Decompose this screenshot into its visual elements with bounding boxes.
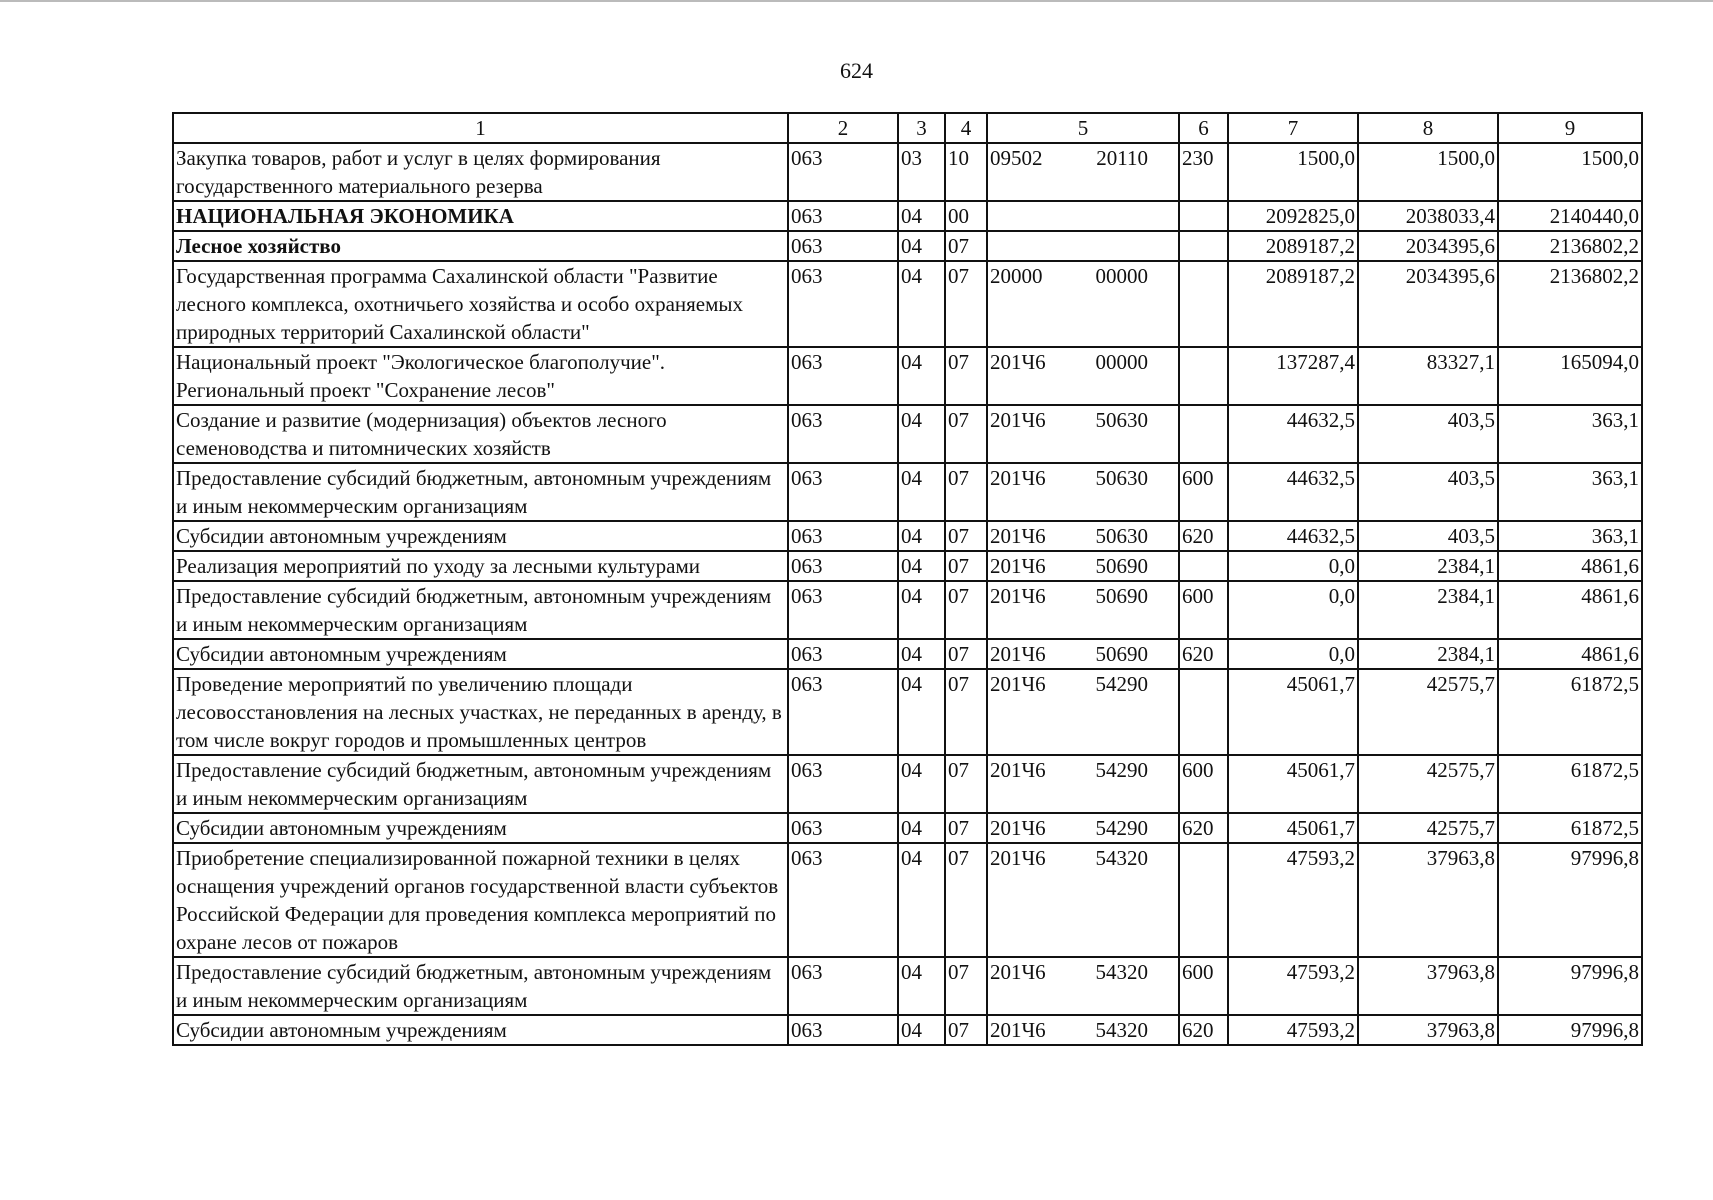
amount-col-7: 2089187,2 [1228,261,1358,347]
amount-col-7: 45061,7 [1228,813,1358,843]
code-expense-type: 620 [1179,521,1228,551]
row-description: Субсидии автономным учреждениям [173,639,788,669]
amount-col-8: 37963,8 [1358,843,1498,957]
row-description: Национальный проект "Экологическое благополучие". Региональный проект "Сохранение лесов" [173,347,788,405]
target-article-direction: 50690 [1095,584,1148,608]
amount-col-9: 165094,0 [1498,347,1642,405]
table-row [173,347,1642,405]
code-expense-type [1179,231,1228,261]
target-article-direction: 20110 [1096,146,1148,170]
code-subsection: 07 [945,1015,987,1045]
amount-col-8: 2034395,6 [1358,231,1498,261]
code-subsection: 07 [945,347,987,405]
code-expense-type [1179,201,1228,231]
target-article-direction: 00000 [1095,350,1148,374]
amount-col-7: 2089187,2 [1228,231,1358,261]
row-description: Субсидии автономным учреждениям [173,813,788,843]
target-article-direction: 54290 [1095,758,1148,782]
code-expense-type: 620 [1179,1015,1228,1045]
amount-col-9: 97996,8 [1498,1015,1642,1045]
code-subsection: 07 [945,405,987,463]
code-target-article [987,231,1179,261]
amount-col-9: 1500,0 [1498,143,1642,201]
amount-col-9: 4861,6 [1498,551,1642,581]
target-article-parts [990,406,1176,434]
code-subsection: 07 [945,261,987,347]
target-article-parts [990,844,1176,872]
target-article-direction: 54290 [1095,816,1148,840]
code-section: 04 [898,843,945,957]
amount-col-8: 37963,8 [1358,1015,1498,1045]
code-section: 04 [898,551,945,581]
target-article-program: 201Ч6 [990,846,1046,870]
code-ministry: 063 [788,1015,898,1045]
code-section: 04 [898,669,945,755]
target-article-program: 201Ч6 [990,672,1046,696]
table-row [173,639,1642,669]
amount-col-8: 2034395,6 [1358,261,1498,347]
target-article-parts [990,582,1176,610]
amount-col-7: 0,0 [1228,639,1358,669]
code-subsection: 10 [945,143,987,201]
target-article-direction: 54320 [1095,960,1148,984]
target-article-direction: 50690 [1095,642,1148,666]
code-ministry: 063 [788,957,898,1015]
code-ministry: 063 [788,261,898,347]
table-row [173,405,1642,463]
code-target-article [987,669,1179,755]
budget-table [172,112,1643,1046]
header-col-7: 7 [1228,113,1358,143]
table-header-row [173,113,1642,143]
table-row [173,957,1642,1015]
table-row [173,551,1642,581]
amount-col-7: 137287,4 [1228,347,1358,405]
target-article-parts [990,670,1176,698]
amount-col-9: 61872,5 [1498,755,1642,813]
amount-col-8: 2038033,4 [1358,201,1498,231]
target-article-program: 201Ч6 [990,466,1046,490]
code-ministry: 063 [788,231,898,261]
row-description: Государственная программа Сахалинской области "Развитие лесного комплекса, охотничьего хозяйства и особо охраняемых природных территорий Сахалинской области" [173,261,788,347]
row-description: Закупка товаров, работ и услуг в целях формирования государственного материального резерва [173,143,788,201]
code-expense-type [1179,405,1228,463]
code-section: 03 [898,143,945,201]
amount-col-8: 1500,0 [1358,143,1498,201]
code-target-article [987,261,1179,347]
target-article-parts [990,552,1176,580]
amount-col-9: 2140440,0 [1498,201,1642,231]
code-ministry: 063 [788,639,898,669]
code-target-article [987,405,1179,463]
table-row [173,813,1642,843]
code-target-article [987,755,1179,813]
amount-col-8: 83327,1 [1358,347,1498,405]
code-ministry: 063 [788,405,898,463]
code-section: 04 [898,231,945,261]
code-section: 04 [898,1015,945,1045]
row-description: Предоставление субсидий бюджетным, автономным учреждениям и иным некоммерческим организациям [173,957,788,1015]
target-article-direction: 50690 [1095,554,1148,578]
table-row [173,463,1642,521]
code-target-article [987,1015,1179,1045]
code-subsection: 07 [945,231,987,261]
amount-col-8: 42575,7 [1358,669,1498,755]
amount-col-8: 2384,1 [1358,551,1498,581]
code-expense-type: 230 [1179,143,1228,201]
target-article-parts [990,464,1176,492]
code-subsection: 07 [945,669,987,755]
target-article-program: 201Ч6 [990,642,1046,666]
target-article-direction: 54320 [1095,1018,1148,1042]
row-description: Приобретение специализированной пожарной техники в целях оснащения учреждений органов государственной власти субъектов Российской Федерации для проведения комплекса мероприятий по охране лесов от пожаров [173,843,788,957]
amount-col-9: 97996,8 [1498,957,1642,1015]
code-target-article [987,347,1179,405]
target-article-direction: 00000 [1095,264,1148,288]
code-section: 04 [898,639,945,669]
target-article-parts [990,262,1176,290]
code-ministry: 063 [788,463,898,521]
code-subsection: 07 [945,755,987,813]
code-subsection: 00 [945,201,987,231]
code-section: 04 [898,261,945,347]
target-article-program: 201Ч6 [990,758,1046,782]
code-ministry: 063 [788,581,898,639]
header-col-2: 2 [788,113,898,143]
code-section: 04 [898,405,945,463]
amount-col-8: 403,5 [1358,463,1498,521]
code-expense-type [1179,669,1228,755]
code-target-article [987,521,1179,551]
code-ministry: 063 [788,201,898,231]
code-target-article [987,581,1179,639]
row-description: Лесное хозяйство [173,231,788,261]
code-target-article [987,551,1179,581]
code-subsection: 07 [945,639,987,669]
code-expense-type [1179,347,1228,405]
target-article-program: 201Ч6 [990,350,1046,374]
code-section: 04 [898,755,945,813]
row-description: Предоставление субсидий бюджетным, автономным учреждениям и иным некоммерческим организациям [173,581,788,639]
code-ministry: 063 [788,843,898,957]
code-section: 04 [898,521,945,551]
code-subsection: 07 [945,521,987,551]
amount-col-7: 45061,7 [1228,669,1358,755]
header-col-9: 9 [1498,113,1642,143]
row-description: НАЦИОНАЛЬНАЯ ЭКОНОМИКА [173,201,788,231]
amount-col-9: 2136802,2 [1498,261,1642,347]
code-section: 04 [898,581,945,639]
amount-col-7: 2092825,0 [1228,201,1358,231]
table-row [173,521,1642,551]
amount-col-7: 44632,5 [1228,463,1358,521]
target-article-parts [990,958,1176,986]
code-subsection: 07 [945,813,987,843]
code-section: 04 [898,957,945,1015]
target-article-program: 201Ч6 [990,584,1046,608]
target-article-program: 201Ч6 [990,554,1046,578]
scan-edge-line [0,0,1713,2]
code-expense-type: 600 [1179,755,1228,813]
target-article-parts [990,348,1176,376]
target-article-parts [990,814,1176,842]
amount-col-9: 4861,6 [1498,639,1642,669]
code-expense-type [1179,261,1228,347]
page-number: 624 [840,58,873,83]
header-col-3: 3 [898,113,945,143]
code-target-article [987,463,1179,521]
code-subsection: 07 [945,843,987,957]
row-description: Субсидии автономным учреждениям [173,1015,788,1045]
table-row [173,201,1642,231]
target-article-direction: 54290 [1095,672,1148,696]
table-row [173,581,1642,639]
code-expense-type: 620 [1179,813,1228,843]
table-row [173,1015,1642,1045]
code-target-article [987,639,1179,669]
target-article-program: 20000 [990,264,1043,288]
amount-col-8: 2384,1 [1358,581,1498,639]
target-article-program: 201Ч6 [990,524,1046,548]
amount-col-8: 37963,8 [1358,957,1498,1015]
table-row [173,143,1642,201]
target-article-program: 201Ч6 [990,960,1046,984]
amount-col-9: 363,1 [1498,405,1642,463]
table-row [173,261,1642,347]
code-ministry: 063 [788,347,898,405]
amount-col-9: 97996,8 [1498,843,1642,957]
code-section: 04 [898,347,945,405]
amount-col-9: 363,1 [1498,521,1642,551]
code-subsection: 07 [945,957,987,1015]
target-article-program: 201Ч6 [990,816,1046,840]
code-expense-type [1179,843,1228,957]
amount-col-7: 47593,2 [1228,843,1358,957]
code-expense-type [1179,551,1228,581]
target-article-direction: 54320 [1095,846,1148,870]
code-target-article [987,201,1179,231]
target-article-parts [990,640,1176,668]
amount-col-7: 0,0 [1228,551,1358,581]
amount-col-8: 403,5 [1358,405,1498,463]
row-description: Субсидии автономным учреждениям [173,521,788,551]
code-subsection: 07 [945,463,987,521]
code-ministry: 063 [788,669,898,755]
amount-col-9: 61872,5 [1498,669,1642,755]
code-target-article [987,957,1179,1015]
header-col-6: 6 [1179,113,1228,143]
target-article-parts [990,1016,1176,1044]
amount-col-7: 0,0 [1228,581,1358,639]
code-ministry: 063 [788,551,898,581]
amount-col-7: 47593,2 [1228,957,1358,1015]
code-subsection: 07 [945,581,987,639]
amount-col-9: 61872,5 [1498,813,1642,843]
amount-col-8: 42575,7 [1358,813,1498,843]
code-expense-type: 600 [1179,463,1228,521]
code-subsection: 07 [945,551,987,581]
amount-col-9: 2136802,2 [1498,231,1642,261]
code-ministry: 063 [788,521,898,551]
target-article-parts [990,144,1176,172]
target-article-program: 201Ч6 [990,408,1046,432]
table-row [173,669,1642,755]
header-col-4: 4 [945,113,987,143]
code-target-article [987,143,1179,201]
amount-col-7: 1500,0 [1228,143,1358,201]
code-expense-type: 600 [1179,581,1228,639]
target-article-direction: 50630 [1095,524,1148,548]
target-article-program: 09502 [990,146,1043,170]
amount-col-9: 363,1 [1498,463,1642,521]
row-description: Создание и развитие (модернизация) объектов лесного семеноводства и питомнических хозяйств [173,405,788,463]
target-article-direction: 50630 [1095,466,1148,490]
table-row [173,755,1642,813]
code-expense-type: 600 [1179,957,1228,1015]
table-body [173,143,1642,1045]
code-section: 04 [898,463,945,521]
code-ministry: 063 [788,755,898,813]
amount-col-7: 47593,2 [1228,1015,1358,1045]
code-target-article [987,813,1179,843]
amount-col-9: 4861,6 [1498,581,1642,639]
header-col-1: 1 [173,113,788,143]
amount-col-7: 45061,7 [1228,755,1358,813]
amount-col-7: 44632,5 [1228,521,1358,551]
code-section: 04 [898,813,945,843]
amount-col-8: 2384,1 [1358,639,1498,669]
row-description: Предоставление субсидий бюджетным, автономным учреждениям и иным некоммерческим организациям [173,755,788,813]
code-target-article [987,843,1179,957]
target-article-program: 201Ч6 [990,1018,1046,1042]
code-section: 04 [898,201,945,231]
row-description: Реализация мероприятий по уходу за лесными культурами [173,551,788,581]
row-description: Предоставление субсидий бюджетным, автономным учреждениям и иным некоммерческим организациям [173,463,788,521]
header-col-8: 8 [1358,113,1498,143]
table-row [173,231,1642,261]
code-expense-type: 620 [1179,639,1228,669]
row-description: Проведение мероприятий по увеличению площади лесовосстановления на лесных участках, не переданных в аренду, в том числе вокруг городов и промышленных центров [173,669,788,755]
amount-col-8: 42575,7 [1358,755,1498,813]
target-article-direction: 50630 [1095,408,1148,432]
header-col-5: 5 [987,113,1179,143]
code-ministry: 063 [788,143,898,201]
target-article-parts [990,756,1176,784]
table-row [173,843,1642,957]
target-article-parts [990,522,1176,550]
amount-col-8: 403,5 [1358,521,1498,551]
amount-col-7: 44632,5 [1228,405,1358,463]
code-ministry: 063 [788,813,898,843]
